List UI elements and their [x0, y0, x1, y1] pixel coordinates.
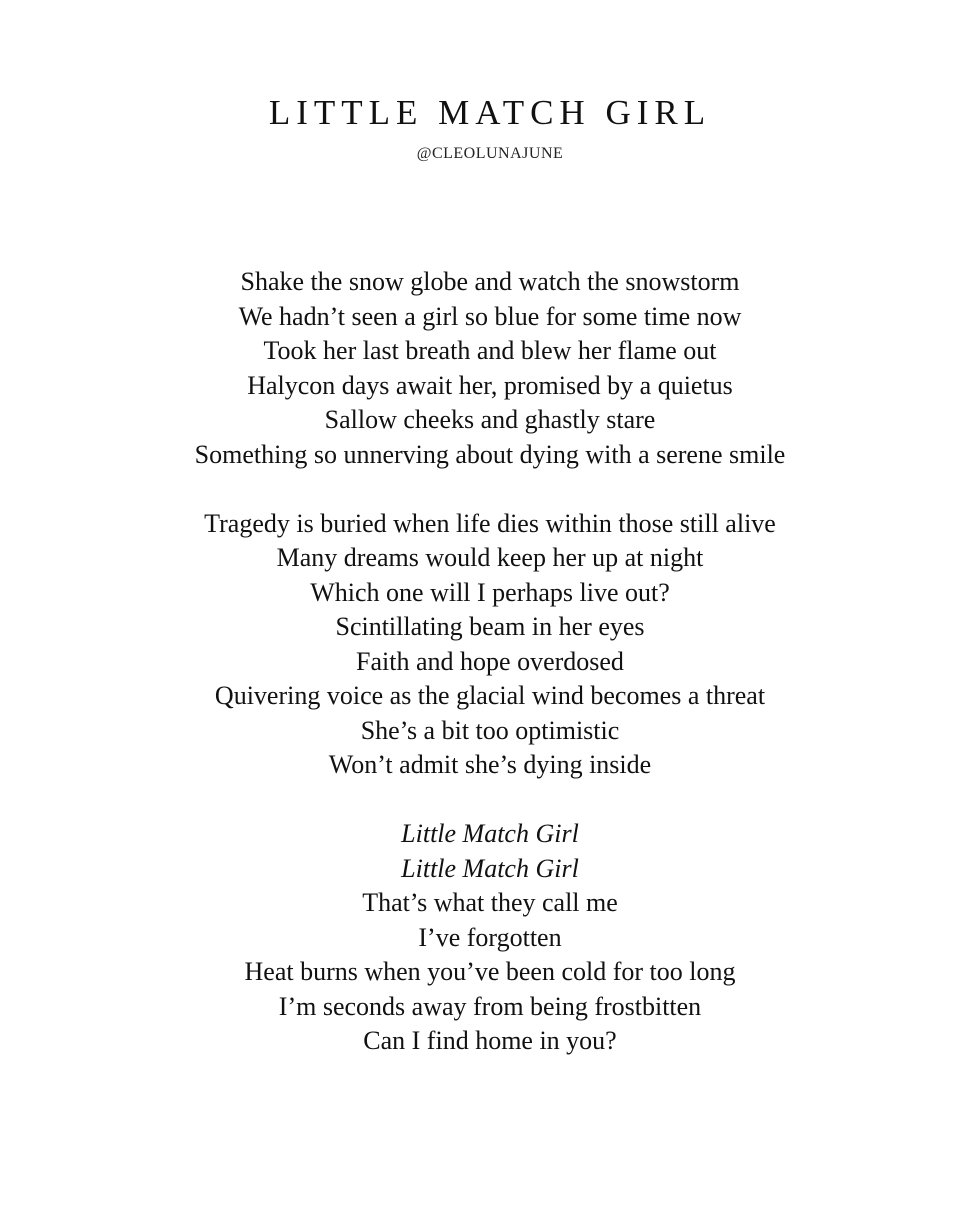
poem-line: We hadn’t seen a girl so blue for some time now [238, 301, 742, 331]
poem-line: Shake the snow globe and watch the snowstorm [240, 267, 740, 296]
poem-line: She’s a bit too optimistic [360, 715, 620, 745]
poem-line: I’m seconds away from being frostbitten [278, 991, 702, 1021]
poem-line: Faith and hope overdosed [356, 646, 624, 676]
poem-line: Scintillating beam in her eyes [335, 612, 645, 641]
poem-body [0, 265, 980, 1093]
poem-line: Can I find home in you? [363, 1026, 617, 1055]
poem-line-refrain: Little Match Girl [401, 819, 579, 848]
poem-title: LITTLE MATCH GIRL [268, 93, 712, 132]
poem-line: Heat burns when you’ve been cold for too long [244, 957, 736, 986]
author-handle: @CLEOLUNAJUNE [416, 145, 564, 162]
poem-line: Many dreams would keep her up at night [276, 543, 704, 572]
poem-line: Quivering voice as the glacial wind becomes a threat [214, 681, 766, 710]
poem-line: I’ve forgotten [418, 922, 562, 952]
stanza-3 [0, 817, 980, 1059]
poem-line: Something so unnerving about dying with a serene smile [194, 439, 786, 469]
poem-line: Halycon days await her, promised by a quietus [247, 370, 733, 400]
poem-line: Sallow cheeks and ghastly stare [324, 405, 656, 434]
poem-line: Took her last breath and blew her flame out [263, 336, 717, 365]
stanza-2 [0, 507, 980, 783]
poem-line: Which one will I perhaps live out? [310, 577, 670, 607]
poem-line: Won’t admit she’s dying inside [328, 750, 652, 779]
poem-line-refrain: Little Match Girl [401, 853, 579, 883]
stanza-1 [0, 265, 980, 472]
poem-line: Tragedy is buried when life dies within those still alive [204, 508, 776, 538]
poem-line: That’s what they call me [362, 888, 618, 917]
